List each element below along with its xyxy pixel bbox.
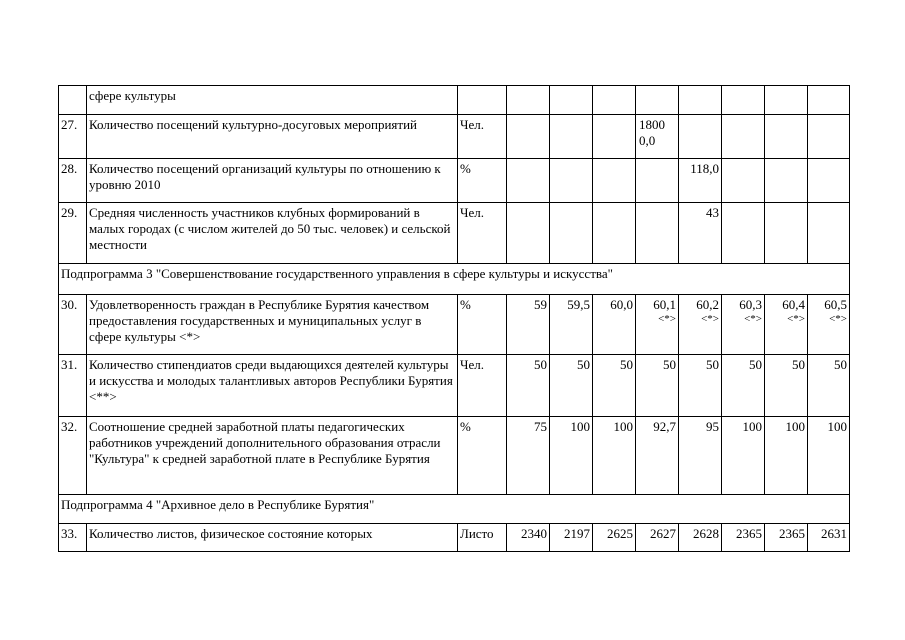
subprogram-row: [59, 495, 850, 524]
table-row: [59, 417, 850, 495]
value-cell: 100: [765, 417, 808, 495]
value-cell: 92,7: [636, 417, 679, 495]
value: 60,2: [696, 297, 719, 312]
value: 60,1: [653, 297, 676, 312]
value: 60,3: [739, 297, 762, 312]
value-cell: 50: [593, 355, 636, 417]
table-row: [59, 86, 850, 115]
value-part-2: 0,0: [639, 133, 656, 148]
row-number: 33.: [59, 524, 87, 552]
unit: %: [458, 159, 507, 203]
value-cell: [722, 295, 765, 355]
value-cell: 100: [722, 417, 765, 495]
indicator-name: Количество листов, физическое состояние которых: [87, 524, 458, 552]
indicator-name: Количество посещений культурно-досуговых мероприятий: [87, 115, 458, 159]
footnote-mark: <*>: [829, 313, 847, 325]
value-cell: 2340: [507, 524, 550, 552]
value-cell: 100: [550, 417, 593, 495]
table-row: [59, 355, 850, 417]
indicator-name: Количество стипендиатов среди выдающихся деятелей культуры и искусства и молодых талантливых авторов Республики Бурятия <**>: [87, 355, 458, 417]
subprogram-title: Подпрограмма 3 "Совершенствование государственного управления в сфере культуры и искусства": [59, 264, 850, 295]
value-cell: 2365: [722, 524, 765, 552]
value-cell: 50: [636, 355, 679, 417]
indicators-table: [58, 85, 850, 552]
footnote-mark: <*>: [701, 313, 719, 325]
value-cell: 2628: [679, 524, 722, 552]
value-cell: 50: [507, 355, 550, 417]
unit: %: [458, 295, 507, 355]
value: 60,4: [782, 297, 805, 312]
subprogram-row: [59, 264, 850, 295]
unit: Листо: [458, 524, 507, 552]
value-cell: [636, 295, 679, 355]
value-cell: 50: [808, 355, 850, 417]
value-cell: 95: [679, 417, 722, 495]
value-part-1: 1800: [639, 117, 665, 132]
row-number: 28.: [59, 159, 87, 203]
indicator-name: Соотношение средней заработной платы педагогических работников учреждений дополнительного образования отрасли "Культура" к средней заработной плате в Республике Бурятия: [87, 417, 458, 495]
value-cell: 2627: [636, 524, 679, 552]
indicator-name: Средняя численность участников клубных формирований в малых городах (с числом жителей до 50 тыс. человек) и сельской местности: [87, 203, 458, 264]
row-number: 30.: [59, 295, 87, 355]
value-cell: 50: [722, 355, 765, 417]
value-cell: 60,0: [593, 295, 636, 355]
row-number: 27.: [59, 115, 87, 159]
value-cell: 2197: [550, 524, 593, 552]
value: 60,5: [824, 297, 847, 312]
footnote-mark: <*>: [744, 313, 762, 325]
value-cell: [765, 295, 808, 355]
value-cell: 50: [679, 355, 722, 417]
table-row: [59, 524, 850, 552]
value-cell: 59: [507, 295, 550, 355]
value-cell: [679, 295, 722, 355]
value-cell: 100: [593, 417, 636, 495]
row-number: 32.: [59, 417, 87, 495]
row-number: 29.: [59, 203, 87, 264]
indicator-name: Удовлетворенность граждан в Республике Бурятия качеством предоставления государственных и муниципальных услуг в сфере культуры <*>: [87, 295, 458, 355]
subprogram-title: Подпрограмма 4 "Архивное дело в Республике Бурятия": [59, 495, 850, 524]
value-cell: [636, 115, 679, 159]
unit: Чел.: [458, 203, 507, 264]
value-cell: 59,5: [550, 295, 593, 355]
value-cell: 43: [679, 203, 722, 264]
unit: %: [458, 417, 507, 495]
footnote-mark: <*>: [787, 313, 805, 325]
footnote-mark: <*>: [658, 313, 676, 325]
value-cell: 50: [765, 355, 808, 417]
row-number: [59, 86, 87, 115]
indicator-name: Количество посещений организаций культуры по отношению к уровню 2010: [87, 159, 458, 203]
value-cell: 118,0: [679, 159, 722, 203]
value-cell: 2631: [808, 524, 850, 552]
value-cell: 50: [550, 355, 593, 417]
value-cell: [808, 295, 850, 355]
table-row: [59, 295, 850, 355]
value-cell: 100: [808, 417, 850, 495]
table-row: [59, 115, 850, 159]
value-cell: 2365: [765, 524, 808, 552]
table-row: [59, 159, 850, 203]
value-cell: 2625: [593, 524, 636, 552]
row-number: 31.: [59, 355, 87, 417]
value-cell: 75: [507, 417, 550, 495]
unit: Чел.: [458, 115, 507, 159]
indicator-name: сфере культуры: [87, 86, 458, 115]
unit: Чел.: [458, 355, 507, 417]
table-row: [59, 203, 850, 264]
